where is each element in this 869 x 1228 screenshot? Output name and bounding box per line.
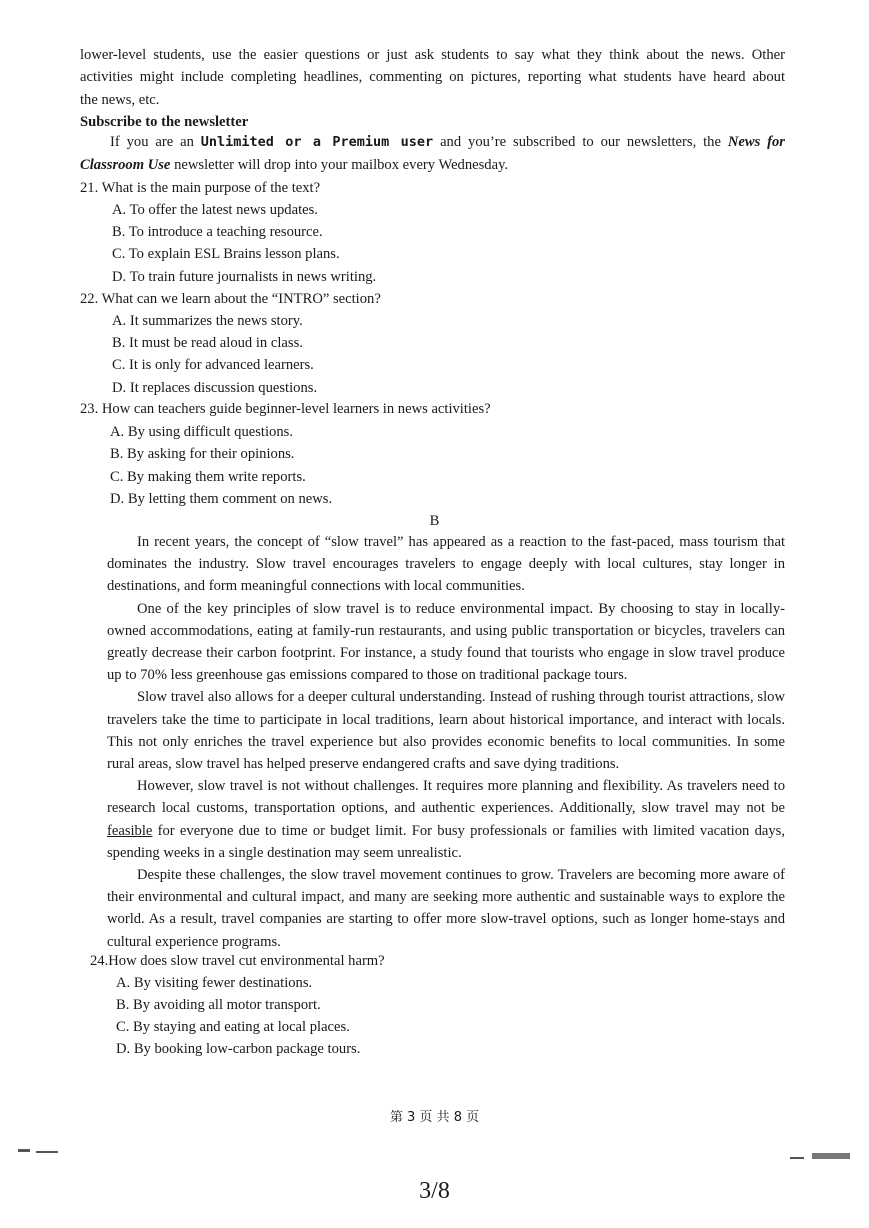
question-23-option-a: A. By using difficult questions. [110,424,293,440]
passage-b [107,531,785,953]
passage-b-paragraph-3: Slow travel also allows for a deeper cultural understanding. Instead of rushing through tourist attractions, slow travelers take the time to participate in local traditions, learn about historical importance, and interact with locals. This not only enriches the travel experience but also provides economic benefits to local communities. In some rural areas, slow travel has helped preserve endangered crafts and save dying traditions. [107,689,785,773]
question-23-option-b: B. By asking for their opinions. [110,446,295,462]
passage-b-paragraph-4-start: However, slow travel is not without challenges. It requires more planning and flexibility. As travelers need to research local customs, transportation options, and authentic experiences. Additionally, slow travel may not be [107,778,785,817]
passage-b-paragraph-2: One of the key principles of slow travel is to reduce environmental impact. By choosing to stay in locally-owned accommodations, eating at family-run restaurants, and using public transportation or bicycles, travelers can greatly decrease their carbon footprint. For instance, a study found that tourists who engage in slow travel produce up to 70% less greenhouse gas emissions compared to those on traditional package tours. [107,600,785,684]
question-21-stem: 21. What is the main purpose of the text? [80,180,321,196]
question-24-stem: 24.How does slow travel cut environmental harm? [90,953,385,969]
passage-b-paragraph-4 [107,775,785,864]
question-21-option-c: C. To explain ESL Brains lesson plans. [112,246,340,262]
newsletter-text [80,131,785,177]
scan-mark-right-2 [812,1153,850,1159]
question-24-option-a: A. By visiting fewer destinations. [116,975,313,991]
page-indicator-chinese: 第 3 页 共 8 页 [389,1110,480,1125]
question-23-option-d: D. By letting them comment on news. [110,491,333,507]
question-23-option-c: C. By making them write reports. [110,469,306,485]
question-22-option-c: C. It is only for advanced learners. [112,357,314,373]
intro-line-3: the news, etc. [80,92,160,108]
question-22-option-b: B. It must be read aloud in class. [112,335,303,351]
newsletter-heading: Subscribe to the newsletter [80,114,249,130]
newsletter-user-type: Unlimited or a Premium user [200,134,434,150]
question-23-stem: 23. How can teachers guide beginner-level learners in news activities? [80,401,491,417]
intro-line-1: lower-level students, use the easier questions or just ask students to say what they think about the news. Other [80,47,785,63]
question-22-option-a: A. It summarizes the news story. [112,313,303,329]
question-24-option-c: C. By staying and eating at local places. [116,1019,350,1035]
newsletter-name: News for Classroom Use [80,134,785,173]
page-number: 3/8 [419,1178,450,1204]
passage-b-paragraph-5: Despite these challenges, the slow travel movement continues to grow. Travelers are becoming more aware of their environmental and cultural impact, and many are seeking more authentic and sustainable ways to explore the world. As a result, travel companies are starting to offer more slow-travel options, such as longer home-stays and cultural experience programs. [107,867,785,950]
section-b-label: B [429,513,440,529]
question-24-option-d: D. By booking low-carbon package tours. [116,1041,361,1057]
question-21-option-a: A. To offer the latest news updates. [112,202,318,218]
scan-mark-left-2 [36,1151,58,1153]
question-22-option-d: D. It replaces discussion questions. [112,380,318,396]
scan-mark-right [790,1157,804,1159]
passage-b-paragraph-1: In recent years, the concept of “slow travel” has appeared as a reaction to the fast-paced, mass tourism that dominates the industry. Slow travel encourages travelers to engage deeply with local cultures, stay longer in destinations, and form meaningful connections with local communities. [107,534,785,595]
question-24-option-b: B. By avoiding all motor transport. [116,997,321,1013]
question-22-stem: 22. What can we learn about the “INTRO” section? [80,291,381,307]
scan-mark-left [18,1149,30,1152]
newsletter-text-3: newsletter will drop into your mailbox every Wednesday. [170,157,509,173]
question-21-option-b: B. To introduce a teaching resource. [112,224,323,240]
underlined-word-feasible: feasible [107,822,153,839]
question-21-option-d: D. To train future journalists in news writing. [112,269,377,285]
intro-line-2: activities might include completing headlines, commenting on pictures, reporting what students have heard about [80,69,785,85]
newsletter-text-2: and you’re subscribed to our newsletters, the [433,134,728,150]
passage-b-paragraph-4-end: for everyone due to time or budget limit. For busy professionals or families with limited vacation days, spending weeks in a single destination may seem unrealistic. [107,822,785,861]
newsletter-text-1: If you are an [110,134,201,150]
